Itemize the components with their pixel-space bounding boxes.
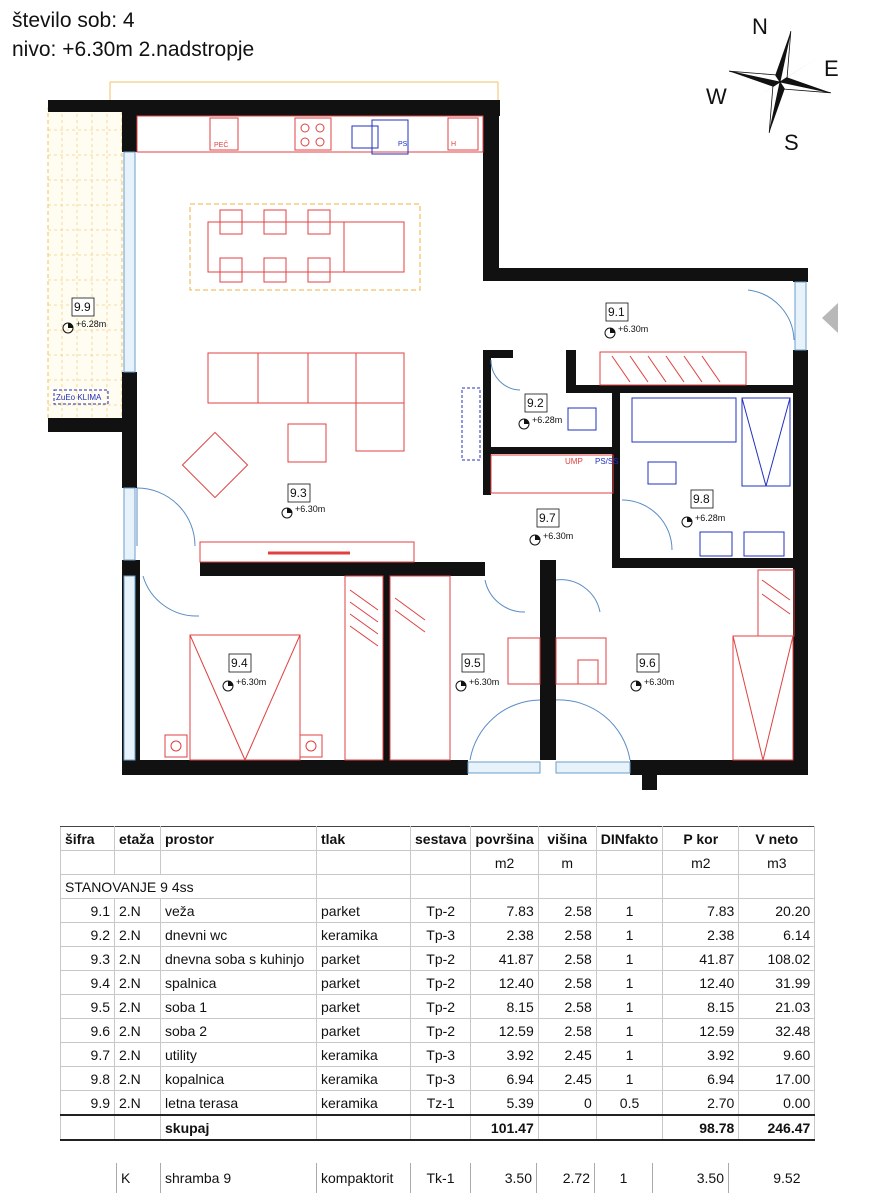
unit-cell xyxy=(115,851,161,875)
col-header: DINfakto xyxy=(596,827,663,851)
wardrobe-master xyxy=(345,576,383,760)
label-klima: ZuEo KLIMA xyxy=(56,393,102,402)
table-row xyxy=(61,899,815,923)
elev-9-1: +6.30m xyxy=(618,324,649,334)
col-header: površina xyxy=(471,827,538,851)
area-cell: 12.40 xyxy=(471,971,538,995)
pkor-cell: 3.92 xyxy=(663,1043,739,1067)
floor-cell: 2.N xyxy=(115,971,161,995)
code-cell: 9.6 xyxy=(61,1019,115,1043)
elev-9-5: +6.30m xyxy=(469,677,500,687)
space-cell: spalnica xyxy=(161,971,317,995)
height-cell: 2.58 xyxy=(538,923,596,947)
flooring-cell: parket xyxy=(317,971,411,995)
col-header: P kor xyxy=(663,827,739,851)
factor-cell: 1 xyxy=(596,923,663,947)
col-header: sestava xyxy=(411,827,471,851)
floor-cell: 2.N xyxy=(115,1091,161,1116)
pkor-cell: 7.83 xyxy=(663,899,739,923)
table-row xyxy=(61,923,815,947)
factor-cell: 1 xyxy=(596,1019,663,1043)
col-header: tlak xyxy=(317,827,411,851)
windows xyxy=(124,152,806,773)
flooring-cell: keramika xyxy=(317,1091,411,1116)
compass-e: E xyxy=(824,56,839,81)
table-header-row xyxy=(61,827,815,851)
vneto-cell: 0.00 xyxy=(739,1091,815,1116)
hall-wardrobe xyxy=(600,352,746,385)
flooring-cell: parket xyxy=(317,899,411,923)
unit-cell xyxy=(411,851,471,875)
vneto-cell: 17.00 xyxy=(739,1067,815,1091)
label-h: H xyxy=(451,141,457,148)
compass-rose xyxy=(700,8,860,156)
storage-table xyxy=(116,1163,805,1193)
elevation-labels xyxy=(76,319,725,687)
unit-cell xyxy=(61,851,115,875)
height-cell: 2.58 xyxy=(538,899,596,923)
storage-code: K xyxy=(117,1163,161,1193)
area-cell: 7.83 xyxy=(471,899,538,923)
vneto-cell: 9.60 xyxy=(739,1043,815,1067)
elev-9-6: +6.30m xyxy=(644,677,675,687)
area-cell: 12.59 xyxy=(471,1019,538,1043)
flooring-cell: parket xyxy=(317,1019,411,1043)
factor-cell: 1 xyxy=(596,947,663,971)
compass-s: S xyxy=(784,130,799,155)
floor-cell: 2.N xyxy=(115,923,161,947)
height-cell: 0 xyxy=(538,1091,596,1116)
composition-cell: Tp-3 xyxy=(411,923,471,947)
kitchen-counter xyxy=(137,116,483,152)
vneto-cell: 6.14 xyxy=(739,923,815,947)
code-cell: 9.8 xyxy=(61,1067,115,1091)
col-header: etaža xyxy=(115,827,161,851)
unit-cell xyxy=(161,851,317,875)
space-cell: soba 1 xyxy=(161,995,317,1019)
storage-floor: kompaktorit xyxy=(317,1163,411,1193)
table-total-row xyxy=(61,1115,815,1140)
level-info: nivo: +6.30m 2.nadstropje xyxy=(12,38,255,61)
sink-unit xyxy=(352,120,408,154)
flooring-cell: keramika xyxy=(317,1043,411,1067)
total-label: skupaj xyxy=(161,1115,317,1140)
total-vneto: 246.47 xyxy=(739,1115,815,1140)
terrace-area xyxy=(48,82,498,420)
unit-cell xyxy=(317,851,411,875)
compass-star-icon xyxy=(718,20,841,143)
factor-cell: 1 xyxy=(596,995,663,1019)
section-title: STANOVANJE 9 4ss xyxy=(61,875,317,899)
rooms-table xyxy=(60,826,815,1141)
room-tag-9-7: 9.7 xyxy=(539,511,556,525)
area-cell: 6.94 xyxy=(471,1067,538,1091)
vneto-cell: 20.20 xyxy=(739,899,815,923)
composition-cell: Tz-1 xyxy=(411,1091,471,1116)
label-pec: PEČ xyxy=(214,142,229,149)
composition-cell: Tp-3 xyxy=(411,1067,471,1091)
elev-9-8: +6.28m xyxy=(695,513,726,523)
space-cell: utility xyxy=(161,1043,317,1067)
pkor-cell: 8.15 xyxy=(663,995,739,1019)
room-tag-9-6: 9.6 xyxy=(639,656,656,670)
space-cell: letna terasa xyxy=(161,1091,317,1116)
vneto-cell: 108.02 xyxy=(739,947,815,971)
room-9-6-furniture xyxy=(556,570,794,760)
space-cell: soba 2 xyxy=(161,1019,317,1043)
area-cell: 41.87 xyxy=(471,947,538,971)
bathroom-fixtures xyxy=(632,398,790,556)
entrance-arrow-icon xyxy=(822,303,838,333)
space-cell: kopalnica xyxy=(161,1067,317,1091)
flooring-cell: keramika xyxy=(317,1067,411,1091)
height-cell: 2.58 xyxy=(538,1019,596,1043)
floor-cell: 2.N xyxy=(115,1019,161,1043)
floor-cell: 2.N xyxy=(115,899,161,923)
area-cell: 5.39 xyxy=(471,1091,538,1116)
factor-cell: 1 xyxy=(596,899,663,923)
flooring-cell: keramika xyxy=(317,923,411,947)
table-row xyxy=(61,1091,815,1116)
table-row xyxy=(61,971,815,995)
composition-cell: Tp-2 xyxy=(411,995,471,1019)
storage-vneto: 9.52 xyxy=(729,1163,805,1193)
composition-cell: Tp-2 xyxy=(411,971,471,995)
code-cell: 9.4 xyxy=(61,971,115,995)
table-row xyxy=(61,947,815,971)
pkor-cell: 12.59 xyxy=(663,1019,739,1043)
total-pkor: 98.78 xyxy=(663,1115,739,1140)
sofa xyxy=(182,353,414,562)
col-header: V neto xyxy=(739,827,815,851)
vneto-cell: 32.48 xyxy=(739,1019,815,1043)
table-row xyxy=(61,995,815,1019)
dining-table xyxy=(190,204,420,290)
flooring-cell: parket xyxy=(317,995,411,1019)
space-cell: veža xyxy=(161,899,317,923)
area-cell: 3.92 xyxy=(471,1043,538,1067)
room-tag-9-9: 9.9 xyxy=(74,300,91,314)
flooring-cell: parket xyxy=(317,947,411,971)
table-row xyxy=(61,1019,815,1043)
compass-n: N xyxy=(752,14,768,39)
table-row xyxy=(61,1067,815,1091)
elev-9-3: +6.30m xyxy=(295,504,326,514)
room-tag-9-2: 9.2 xyxy=(527,396,544,410)
code-cell: 9.5 xyxy=(61,995,115,1019)
unit-cell: m3 xyxy=(739,851,815,875)
area-cell: 2.38 xyxy=(471,923,538,947)
factor-cell: 0.5 xyxy=(596,1091,663,1116)
elev-9-4: +6.30m xyxy=(236,677,267,687)
room-tag-9-4: 9.4 xyxy=(231,656,248,670)
code-cell: 9.9 xyxy=(61,1091,115,1116)
unit-cell: m xyxy=(538,851,596,875)
table-units-row xyxy=(61,851,815,875)
pkor-cell: 6.94 xyxy=(663,1067,739,1091)
compass-w: W xyxy=(706,84,727,109)
storage-composition: Tk-1 xyxy=(411,1163,471,1193)
walls xyxy=(48,100,808,790)
room-tag-9-3: 9.3 xyxy=(290,486,307,500)
space-cell: dnevni wc xyxy=(161,923,317,947)
height-cell: 2.45 xyxy=(538,1043,596,1067)
floor-cell: 2.N xyxy=(115,1067,161,1091)
elev-9-7: +6.30m xyxy=(543,531,574,541)
label-ps: PS xyxy=(398,141,408,148)
storage-pkor: 3.50 xyxy=(653,1163,729,1193)
space-cell: dnevna soba s kuhinjo xyxy=(161,947,317,971)
room-tag-9-5: 9.5 xyxy=(464,656,481,670)
col-header: višina xyxy=(538,827,596,851)
area-cell: 8.15 xyxy=(471,995,538,1019)
rooms-table-body xyxy=(61,827,815,1141)
factor-cell: 1 xyxy=(596,1043,663,1067)
height-cell: 2.45 xyxy=(538,1067,596,1091)
floor-cell: 2.N xyxy=(115,1043,161,1067)
composition-cell: Tp-2 xyxy=(411,899,471,923)
unit-cell xyxy=(596,851,663,875)
col-header: prostor xyxy=(161,827,317,851)
storage-height: 2.72 xyxy=(537,1163,595,1193)
label-ump: UMP xyxy=(565,457,583,466)
elev-9-9: +6.28m xyxy=(76,319,107,329)
table-section-row xyxy=(61,875,815,899)
storage-factor: 1 xyxy=(595,1163,653,1193)
unit-cell: m2 xyxy=(663,851,739,875)
height-cell: 2.58 xyxy=(538,995,596,1019)
total-area: 101.47 xyxy=(471,1115,538,1140)
code-cell: 9.7 xyxy=(61,1043,115,1067)
composition-cell: Tp-3 xyxy=(411,1043,471,1067)
storage-row xyxy=(117,1163,805,1193)
col-header: šifra xyxy=(61,827,115,851)
floor-cell: 2.N xyxy=(115,947,161,971)
factor-cell: 1 xyxy=(596,971,663,995)
pkor-cell: 12.40 xyxy=(663,971,739,995)
room-tag-9-1: 9.1 xyxy=(608,305,625,319)
code-cell: 9.3 xyxy=(61,947,115,971)
storage-area: 3.50 xyxy=(471,1163,537,1193)
table-row xyxy=(61,1043,815,1067)
rooms-count: število sob: 4 xyxy=(12,9,135,32)
unit-cell: m2 xyxy=(471,851,538,875)
doors xyxy=(137,290,794,760)
label-ps-ss: PS/SS xyxy=(595,457,619,466)
level-markers xyxy=(63,323,692,691)
pkor-cell: 41.87 xyxy=(663,947,739,971)
pkor-cell: 2.38 xyxy=(663,923,739,947)
code-cell: 9.2 xyxy=(61,923,115,947)
pkor-cell: 2.70 xyxy=(663,1091,739,1116)
vneto-cell: 31.99 xyxy=(739,971,815,995)
composition-cell: Tp-2 xyxy=(411,947,471,971)
factor-cell: 1 xyxy=(596,1067,663,1091)
room-tag-9-8: 9.8 xyxy=(693,492,710,506)
height-cell: 2.58 xyxy=(538,971,596,995)
elev-9-2: +6.28m xyxy=(532,415,563,425)
composition-cell: Tp-2 xyxy=(411,1019,471,1043)
code-cell: 9.1 xyxy=(61,899,115,923)
vneto-cell: 21.03 xyxy=(739,995,815,1019)
floor-cell: 2.N xyxy=(115,995,161,1019)
storage-space: shramba 9 xyxy=(161,1163,317,1193)
height-cell: 2.58 xyxy=(538,947,596,971)
